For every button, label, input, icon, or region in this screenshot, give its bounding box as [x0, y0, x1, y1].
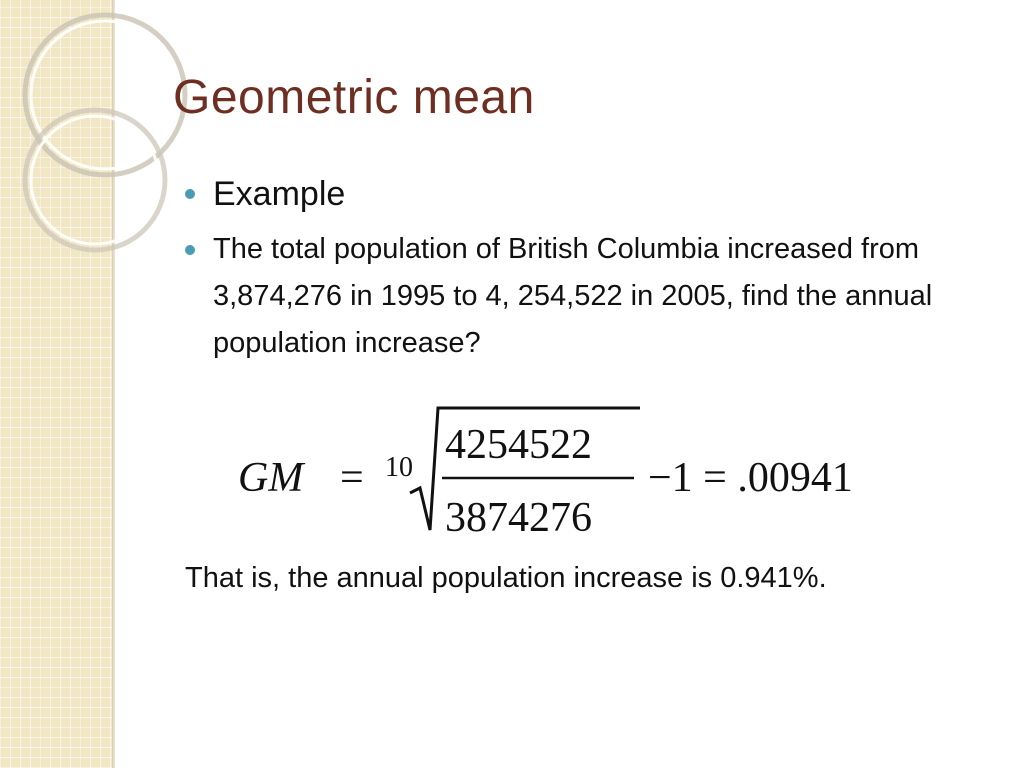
bullet-item [185, 226, 973, 367]
bullet-list-conclusion [185, 555, 905, 602]
bullet-text: Example [213, 175, 346, 213]
formula-root-index: 10 [385, 452, 413, 483]
bullet-text: The total population of British Columbia increased from 3,874,276 in 1995 to 4, 254,522 in 2005, find the annual population increase? [213, 233, 933, 359]
bullet-dot-icon [185, 245, 195, 255]
formula-lhs: GM [238, 455, 304, 501]
bullet-dot-icon [185, 189, 195, 199]
formula-result: −1 = .00941 [648, 455, 853, 501]
formula-denominator: 3874276 [445, 495, 592, 541]
formula-numerator: 4254522 [445, 422, 592, 468]
formula-equals: = [340, 455, 364, 501]
geometric-mean-formula [230, 398, 930, 548]
decorative-rings [0, 0, 200, 260]
bullet-text: That is, the annual population increase is 0.941%. [185, 562, 827, 594]
slide-title: Geometric mean [173, 71, 535, 124]
bullet-list [185, 170, 985, 367]
bullet-item [185, 555, 865, 602]
bullet-item [185, 170, 985, 218]
